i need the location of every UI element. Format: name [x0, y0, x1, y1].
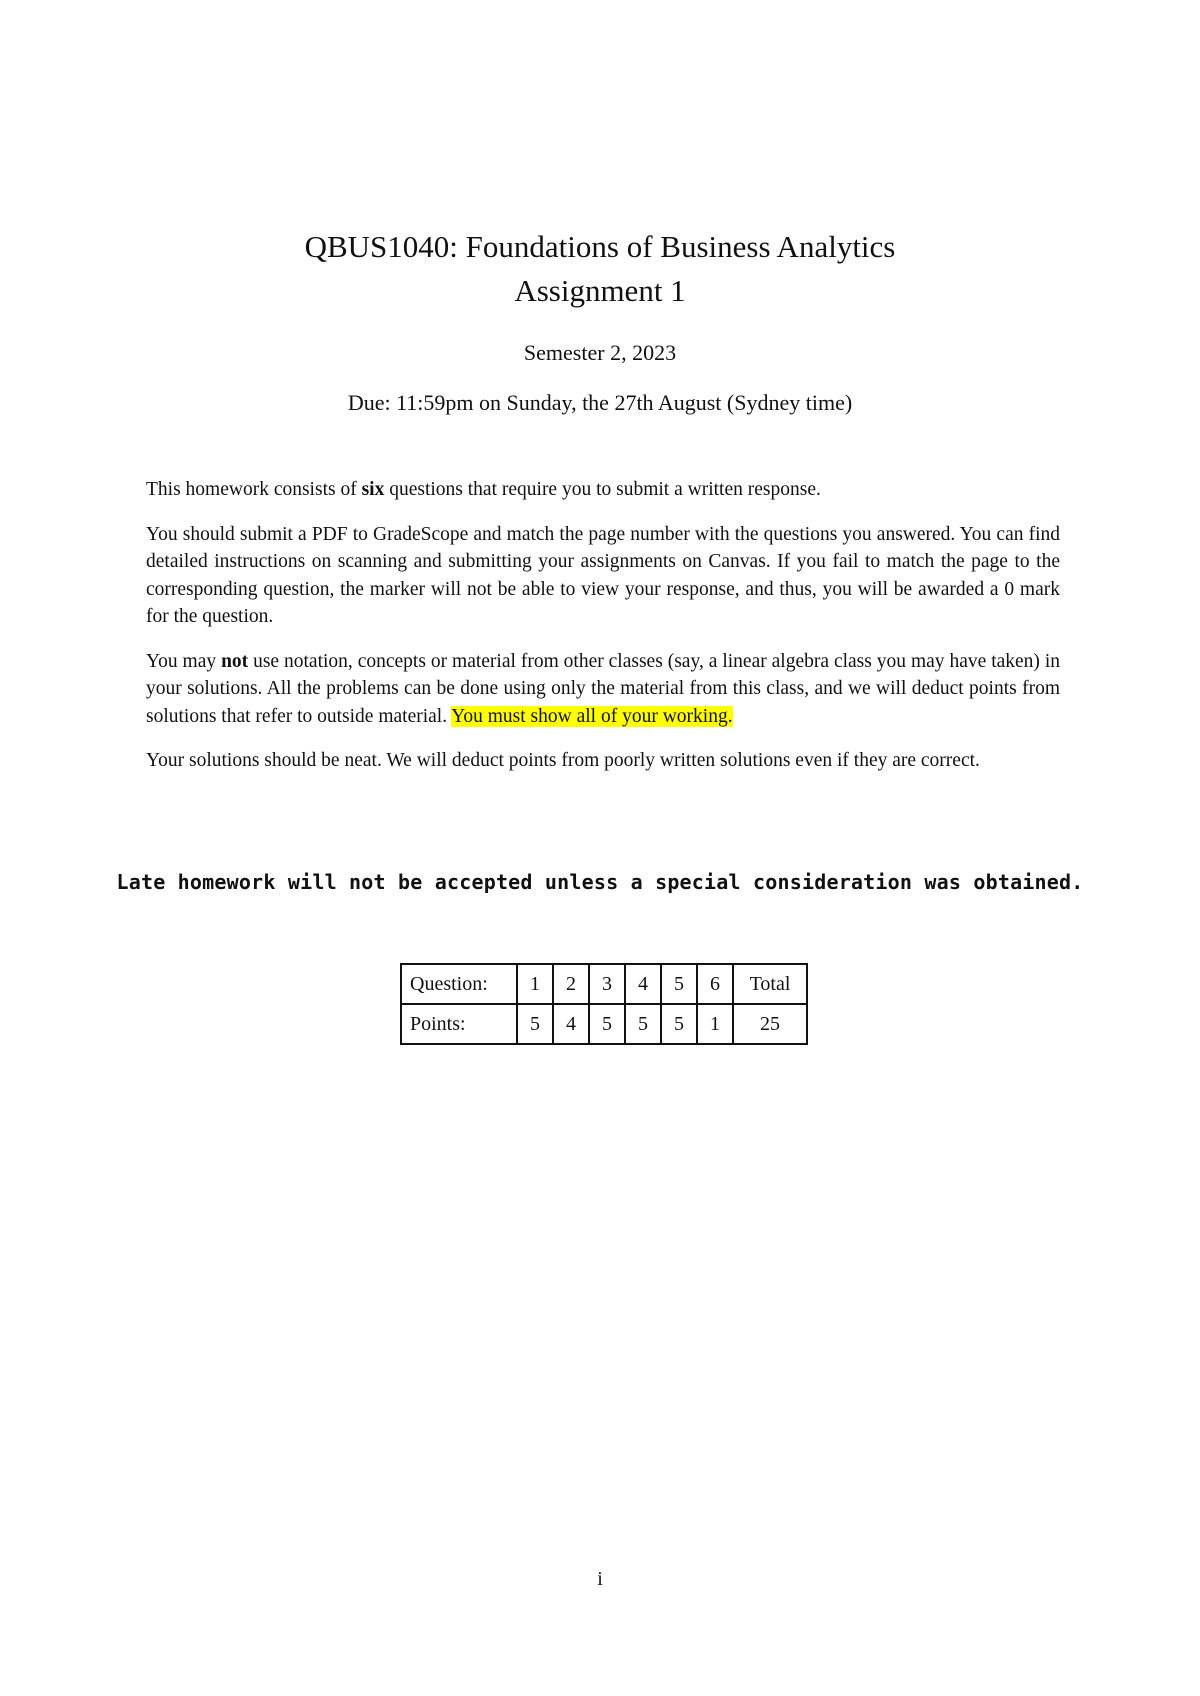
points-cell: 4 — [553, 1004, 589, 1044]
paragraph-submission: You should submit a PDF to GradeScope and match the page number with the questions you answered. You can find detailed instructions on scanning and submitting your assignments on Canvas. If you fail to match the page to the corresponding question, the marker will not be able to view your response, and thus, you will be awarded a 0 mark for the question. — [146, 523, 1060, 627]
highlighted-text: You must show all of your working. — [451, 705, 733, 727]
question-cell: 5 — [661, 964, 697, 1004]
bold-text: not — [221, 650, 249, 672]
row-label: Points: — [401, 1004, 517, 1044]
text: This homework consists of — [146, 479, 362, 500]
instructions — [146, 476, 1060, 792]
paragraph-neatness: Your solutions should be neat. We will deduct points from poorly written solutions even if they are correct. — [146, 750, 980, 771]
text: questions that require you to submit a written response. — [384, 479, 821, 500]
points-cell: 5 — [625, 1004, 661, 1044]
points-cell: 5 — [589, 1004, 625, 1044]
grade-table — [400, 963, 808, 1045]
points-cell: 5 — [517, 1004, 553, 1044]
question-cell: 1 — [517, 964, 553, 1004]
text: use notation, concepts or material from other classes (say, a linear algebra class you may have taken) in your solutions. All the problems can be done using only the material from this class, and we will deduct points from solutions that refer to outside material. — [146, 650, 1061, 727]
document-title — [0, 225, 1200, 313]
table-row — [401, 964, 807, 1004]
row-label: Question: — [401, 964, 517, 1004]
total-points: 25 — [733, 1004, 807, 1044]
paragraph-materials — [146, 648, 1060, 731]
due-date: Due: 11:59pm on Sunday, the 27th August (Sydney time) — [347, 390, 853, 415]
text: You may — [146, 650, 222, 672]
question-cell: 4 — [625, 964, 661, 1004]
question-cell: 3 — [589, 964, 625, 1004]
late-notice: Late homework will not be accepted unless a special consideration was obtained. — [116, 870, 1084, 894]
paragraph-questions — [146, 476, 1060, 504]
points-cell: 1 — [697, 1004, 733, 1044]
assignment-title: Assignment 1 — [514, 273, 686, 308]
points-cell: 5 — [661, 1004, 697, 1044]
course-title: QBUS1040: Foundations of Business Analytics — [304, 229, 896, 264]
semester: Semester 2, 2023 — [523, 340, 677, 365]
bold-text: six — [361, 479, 385, 500]
table-row — [401, 1004, 807, 1044]
question-cell: 6 — [697, 964, 733, 1004]
total-header: Total — [733, 964, 807, 1004]
question-cell: 2 — [553, 964, 589, 1004]
page-number: i — [597, 1568, 603, 1590]
